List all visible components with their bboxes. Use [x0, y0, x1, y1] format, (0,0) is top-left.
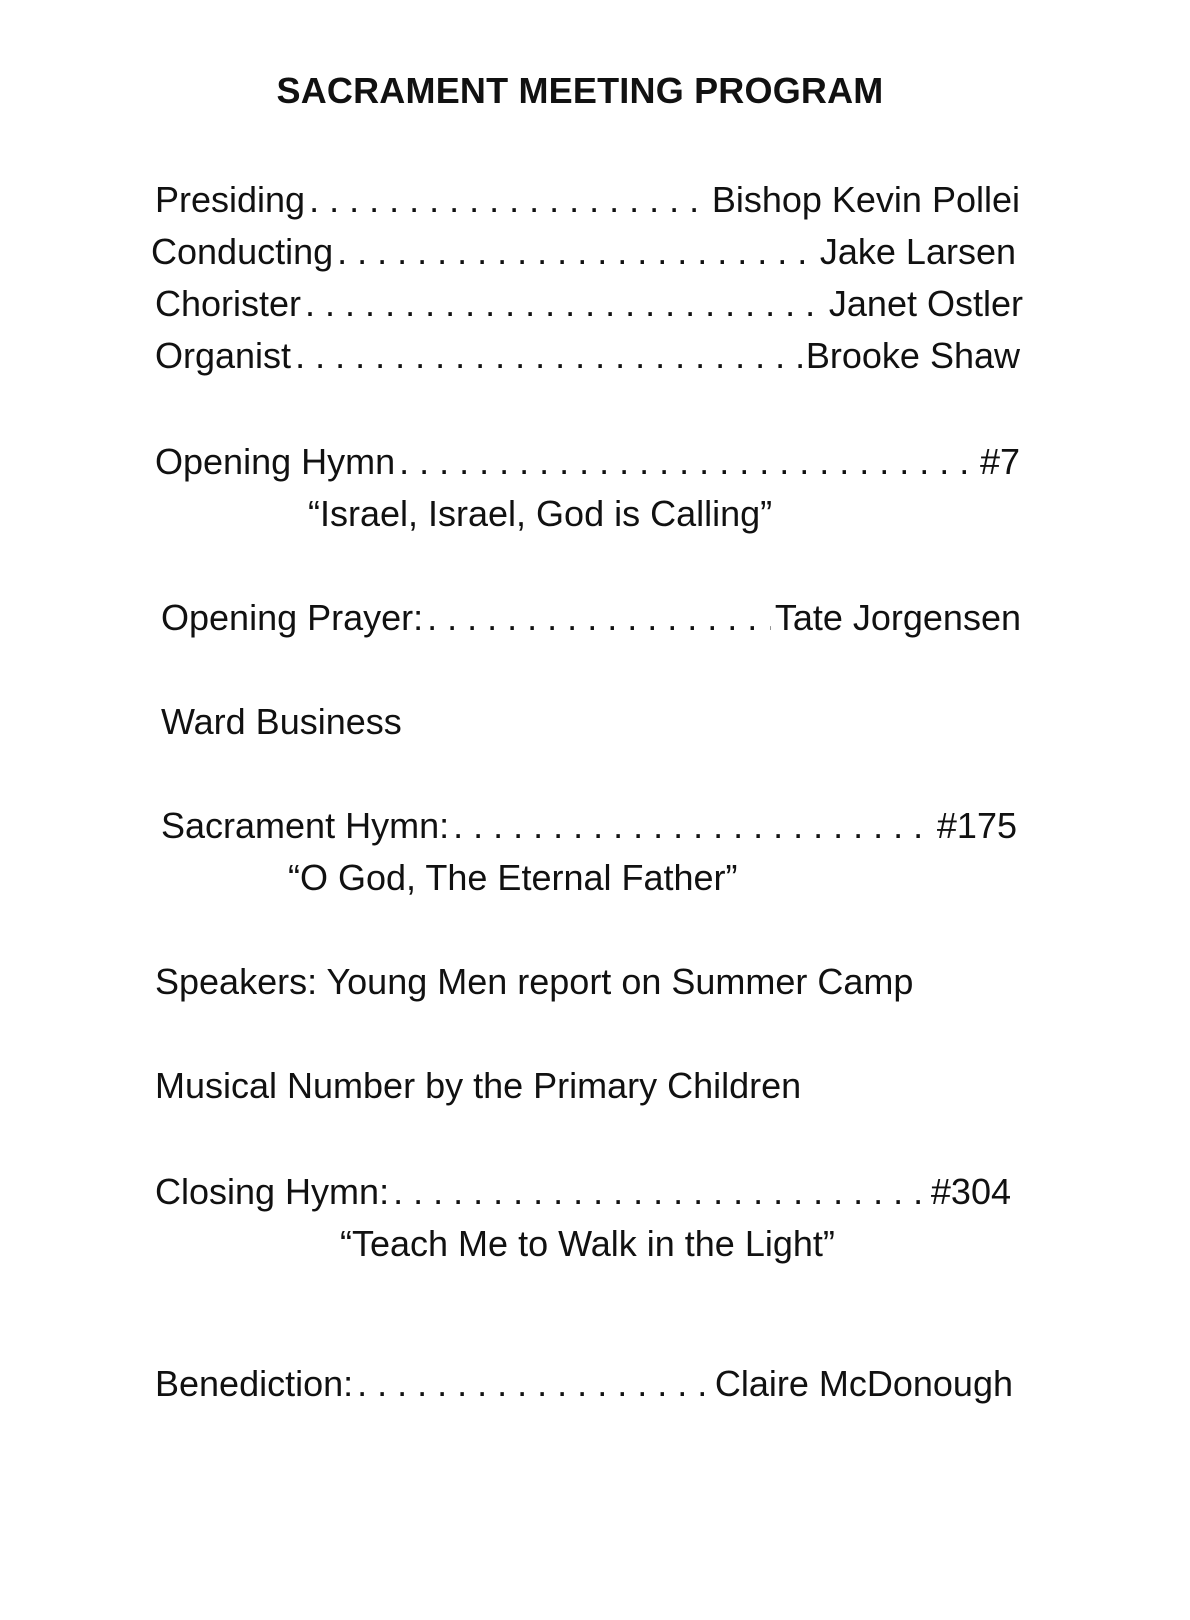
ward-business: Ward Business: [161, 701, 402, 742]
dot-leader: [453, 804, 933, 848]
opening-prayer-row: [161, 596, 1021, 640]
officer-label: Organist: [155, 335, 292, 376]
opening-hymn-label: Opening Hymn: [155, 441, 396, 482]
dot-leader: [399, 440, 976, 484]
dot-leader: [357, 1362, 711, 1406]
dot-leader: [337, 230, 816, 274]
officer-row-presiding: [155, 178, 1020, 222]
officer-name: Bishop Kevin Pollei: [711, 179, 1020, 220]
officer-name: Brooke Shaw: [805, 335, 1020, 376]
officer-row-chorister: [155, 282, 1023, 326]
officer-row-organist: [155, 334, 1020, 378]
officer-label: Chorister: [155, 283, 302, 324]
page-title: SACRAMENT MEETING PROGRAM: [276, 70, 884, 111]
benediction-row: [155, 1362, 1013, 1406]
dot-leader: [427, 596, 771, 640]
dot-leader: [295, 334, 802, 378]
officer-name: Janet Ostler: [828, 283, 1023, 324]
sacrament-hymn-number: #175: [936, 805, 1017, 846]
officer-label: Conducting: [151, 231, 334, 272]
closing-hymn-number: #304: [930, 1171, 1011, 1212]
officer-row-conducting: [151, 230, 1016, 274]
sacrament-hymn-row: [161, 804, 1017, 848]
closing-hymn-label: Closing Hymn:: [155, 1171, 390, 1212]
closing-hymn-row: [155, 1170, 1011, 1214]
opening-prayer-name: Tate Jorgensen: [774, 597, 1021, 638]
sacrament-hymn-label: Sacrament Hymn:: [161, 805, 450, 846]
officer-name: Jake Larsen: [819, 231, 1016, 272]
musical-number: Musical Number by the Primary Children: [155, 1065, 802, 1106]
opening-prayer-label: Opening Prayer:: [161, 597, 424, 638]
closing-hymn-title: “Teach Me to Walk in the Light”: [340, 1223, 835, 1264]
opening-hymn-title: “Israel, Israel, God is Calling”: [308, 493, 773, 534]
dot-leader: [309, 178, 708, 222]
opening-hymn-number: #7: [979, 441, 1020, 482]
benediction-label: Benediction:: [155, 1363, 354, 1404]
dot-leader: [305, 282, 825, 326]
sacrament-hymn-title: “O God, The Eternal Father”: [288, 857, 738, 898]
benediction-name: Claire McDonough: [714, 1363, 1013, 1404]
speakers: Speakers: Young Men report on Summer Camp: [155, 961, 914, 1002]
dot-leader: [393, 1170, 927, 1214]
opening-hymn-row: [155, 440, 1020, 484]
officer-label: Presiding: [155, 179, 306, 220]
